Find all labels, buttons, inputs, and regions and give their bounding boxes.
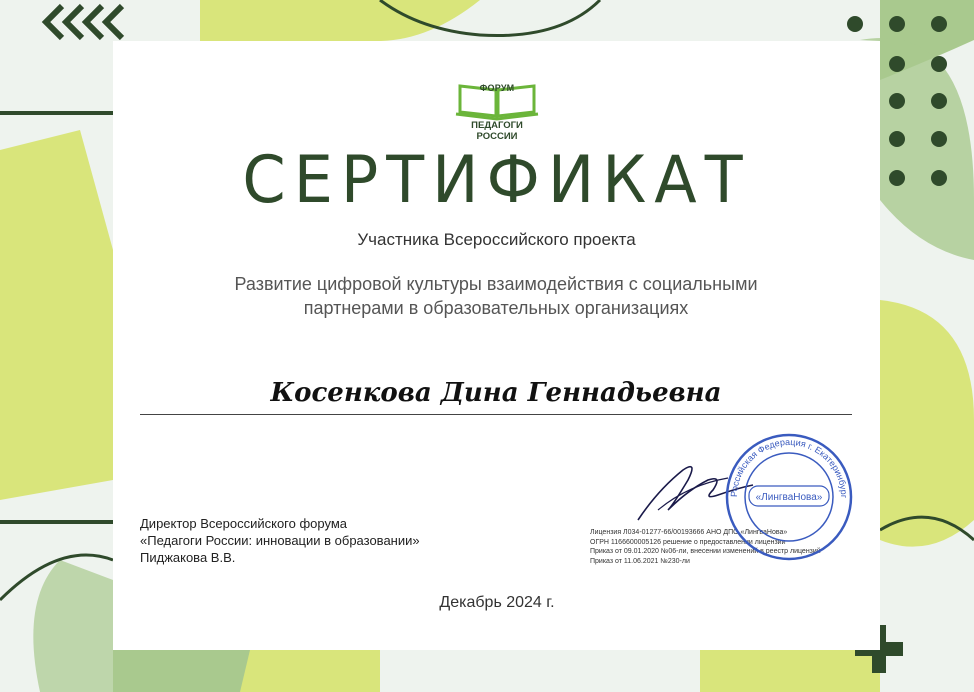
stamp-outer-text: Российская Федерация г. Екатеринбург: [728, 436, 850, 499]
forum-logo: [452, 76, 542, 142]
license-line-2: ОГРН 1166600005126 решение о предоставлении лицензии: [590, 538, 786, 546]
certificate-date: Декабрь 2024 г.: [439, 594, 555, 611]
logo-text-top: ФОРУМ: [479, 83, 515, 93]
recipient-name: Косенкова Дина Геннадьевна: [270, 378, 722, 408]
project-line-1: Развитие цифровой культуры взаимодействия с социальными: [234, 274, 758, 294]
name-underline: [140, 414, 852, 415]
director-line-2: «Педагоги России: инновации в образовании»: [140, 533, 420, 548]
director-block: [140, 515, 520, 566]
license-line-3: Приказ от 09.01.2020 №06-ли, внесении изменений в реестр лицензий: [590, 548, 821, 556]
official-stamp: [724, 432, 854, 562]
license-line-1: Лицензия Л034-01277-66/00193666 АНО ДПО «ЛингваНова»: [590, 529, 788, 536]
logo-text-bottom: ПЕДАГОГИ РОССИИ: [471, 120, 523, 142]
director-name: Пиджакова В.В.: [140, 550, 236, 565]
project-line-2: партнерами в образовательных организациях: [303, 298, 689, 318]
license-line-4: Приказ от 11.06.2021 №230-ли: [590, 557, 690, 565]
certificate-title: СЕРТИФИКАТ: [242, 141, 751, 218]
stamp-center-text: «ЛингваНова»: [755, 492, 823, 503]
project-name: [170, 272, 822, 320]
certificate-subtitle: Участника Всероссийского проекта: [357, 230, 636, 249]
director-line-1: Директор Всероссийского форума: [140, 516, 348, 531]
